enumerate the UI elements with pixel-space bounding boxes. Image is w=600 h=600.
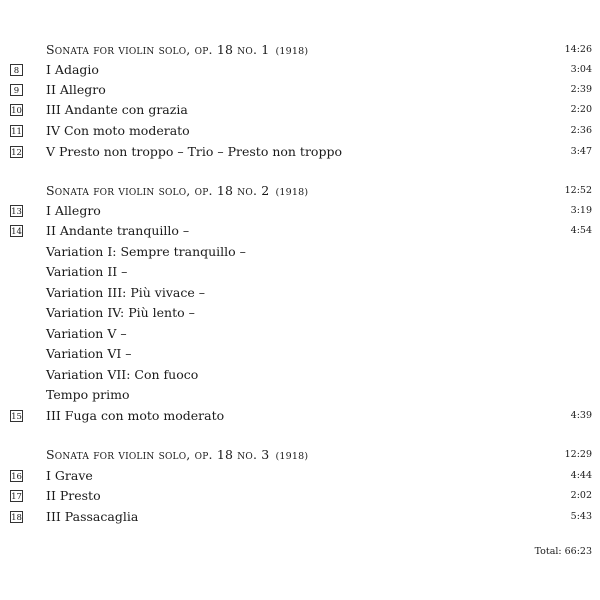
- track-number: 8: [10, 64, 23, 76]
- track-duration: 3:47: [570, 146, 592, 157]
- sonata-title: Sonata for violin solo, op. 18 no. 1 (1918): [46, 42, 309, 57]
- track-title: IV Con moto moderato: [46, 123, 190, 138]
- variation-title: Variation V –: [46, 326, 127, 341]
- variation-row: [0, 264, 600, 284]
- track-row: [0, 123, 600, 143]
- sonata-title: Sonata for violin solo, op. 18 no. 2 (1918): [46, 183, 309, 198]
- variation-title: Variation VI –: [46, 346, 132, 361]
- track-number: 18: [11, 513, 22, 523]
- track-row: [0, 468, 600, 488]
- track-number: 10: [11, 106, 22, 116]
- track-duration: 2:39: [570, 84, 592, 95]
- variation-row: [0, 285, 600, 305]
- sonata-duration: 12:52: [564, 185, 592, 196]
- track-duration: 4:39: [570, 410, 592, 421]
- track-row: [0, 144, 600, 164]
- track-title: III Fuga con moto moderato: [46, 408, 225, 423]
- track-duration: 3:04: [570, 64, 592, 75]
- track-duration: 2:02: [570, 490, 592, 501]
- track-number: 16: [11, 472, 22, 482]
- track-number: 17: [11, 492, 22, 502]
- track-row: [0, 509, 600, 529]
- track-duration: 5:43: [570, 511, 592, 522]
- track-duration: 2:20: [570, 104, 592, 115]
- track-title: III Passacaglia: [46, 509, 139, 524]
- variation-title: Variation II –: [46, 264, 128, 279]
- variation-row: [0, 346, 600, 366]
- sonata-1-header: [46, 42, 592, 62]
- variation-title: Tempo primo: [46, 387, 130, 402]
- variation-row: [0, 367, 600, 387]
- track-duration: 4:54: [570, 225, 592, 236]
- track-number: 12: [11, 148, 22, 158]
- sonata-2-header: [46, 183, 592, 203]
- track-row: [0, 82, 600, 102]
- track-number: 9: [10, 84, 23, 96]
- track-title: I Grave: [46, 468, 93, 483]
- sonata-year: (1918): [275, 451, 309, 462]
- track-duration: 4:44: [570, 470, 592, 481]
- track-title: I Allegro: [46, 203, 101, 218]
- track-row: [0, 203, 600, 223]
- sonata-year: (1918): [275, 46, 309, 57]
- track-row: [0, 223, 600, 243]
- track-duration: 3:19: [570, 205, 592, 216]
- track-number: 11: [11, 127, 22, 137]
- sonata-title: Sonata for violin solo, op. 18 no. 3 (1918): [46, 447, 309, 462]
- track-title: III Andante con grazia: [46, 102, 188, 117]
- sonata-3-header: [46, 447, 592, 467]
- variation-row: [0, 244, 600, 264]
- variation-row: [0, 305, 600, 325]
- variation-row: [0, 326, 600, 346]
- track-row: [0, 408, 600, 428]
- track-row: [0, 62, 600, 82]
- total-duration: Total: 66:23: [534, 546, 592, 557]
- track-row: [0, 488, 600, 508]
- track-number: 13: [11, 207, 22, 217]
- sonata-duration: 12:29: [564, 449, 592, 460]
- sonata-year: (1918): [275, 187, 309, 198]
- variation-row: [0, 387, 600, 407]
- track-duration: 2:36: [570, 125, 592, 136]
- track-title: II Allegro: [46, 82, 106, 97]
- track-row: [0, 102, 600, 122]
- track-title: II Presto: [46, 488, 101, 503]
- variation-title: Variation VII: Con fuoco: [46, 367, 199, 382]
- sonata-duration: 14:26: [564, 44, 592, 55]
- track-title: V Presto non troppo – Trio – Presto non troppo: [46, 144, 342, 159]
- track-number: 14: [11, 227, 22, 237]
- track-title: II Andante tranquillo –: [46, 223, 190, 238]
- variation-title: Variation III: Più vivace –: [46, 285, 205, 300]
- track-number: 15: [11, 412, 22, 422]
- variation-title: Variation IV: Più lento –: [46, 305, 195, 320]
- variation-title: Variation I: Sempre tranquillo –: [46, 244, 246, 259]
- track-title: I Adagio: [46, 62, 99, 77]
